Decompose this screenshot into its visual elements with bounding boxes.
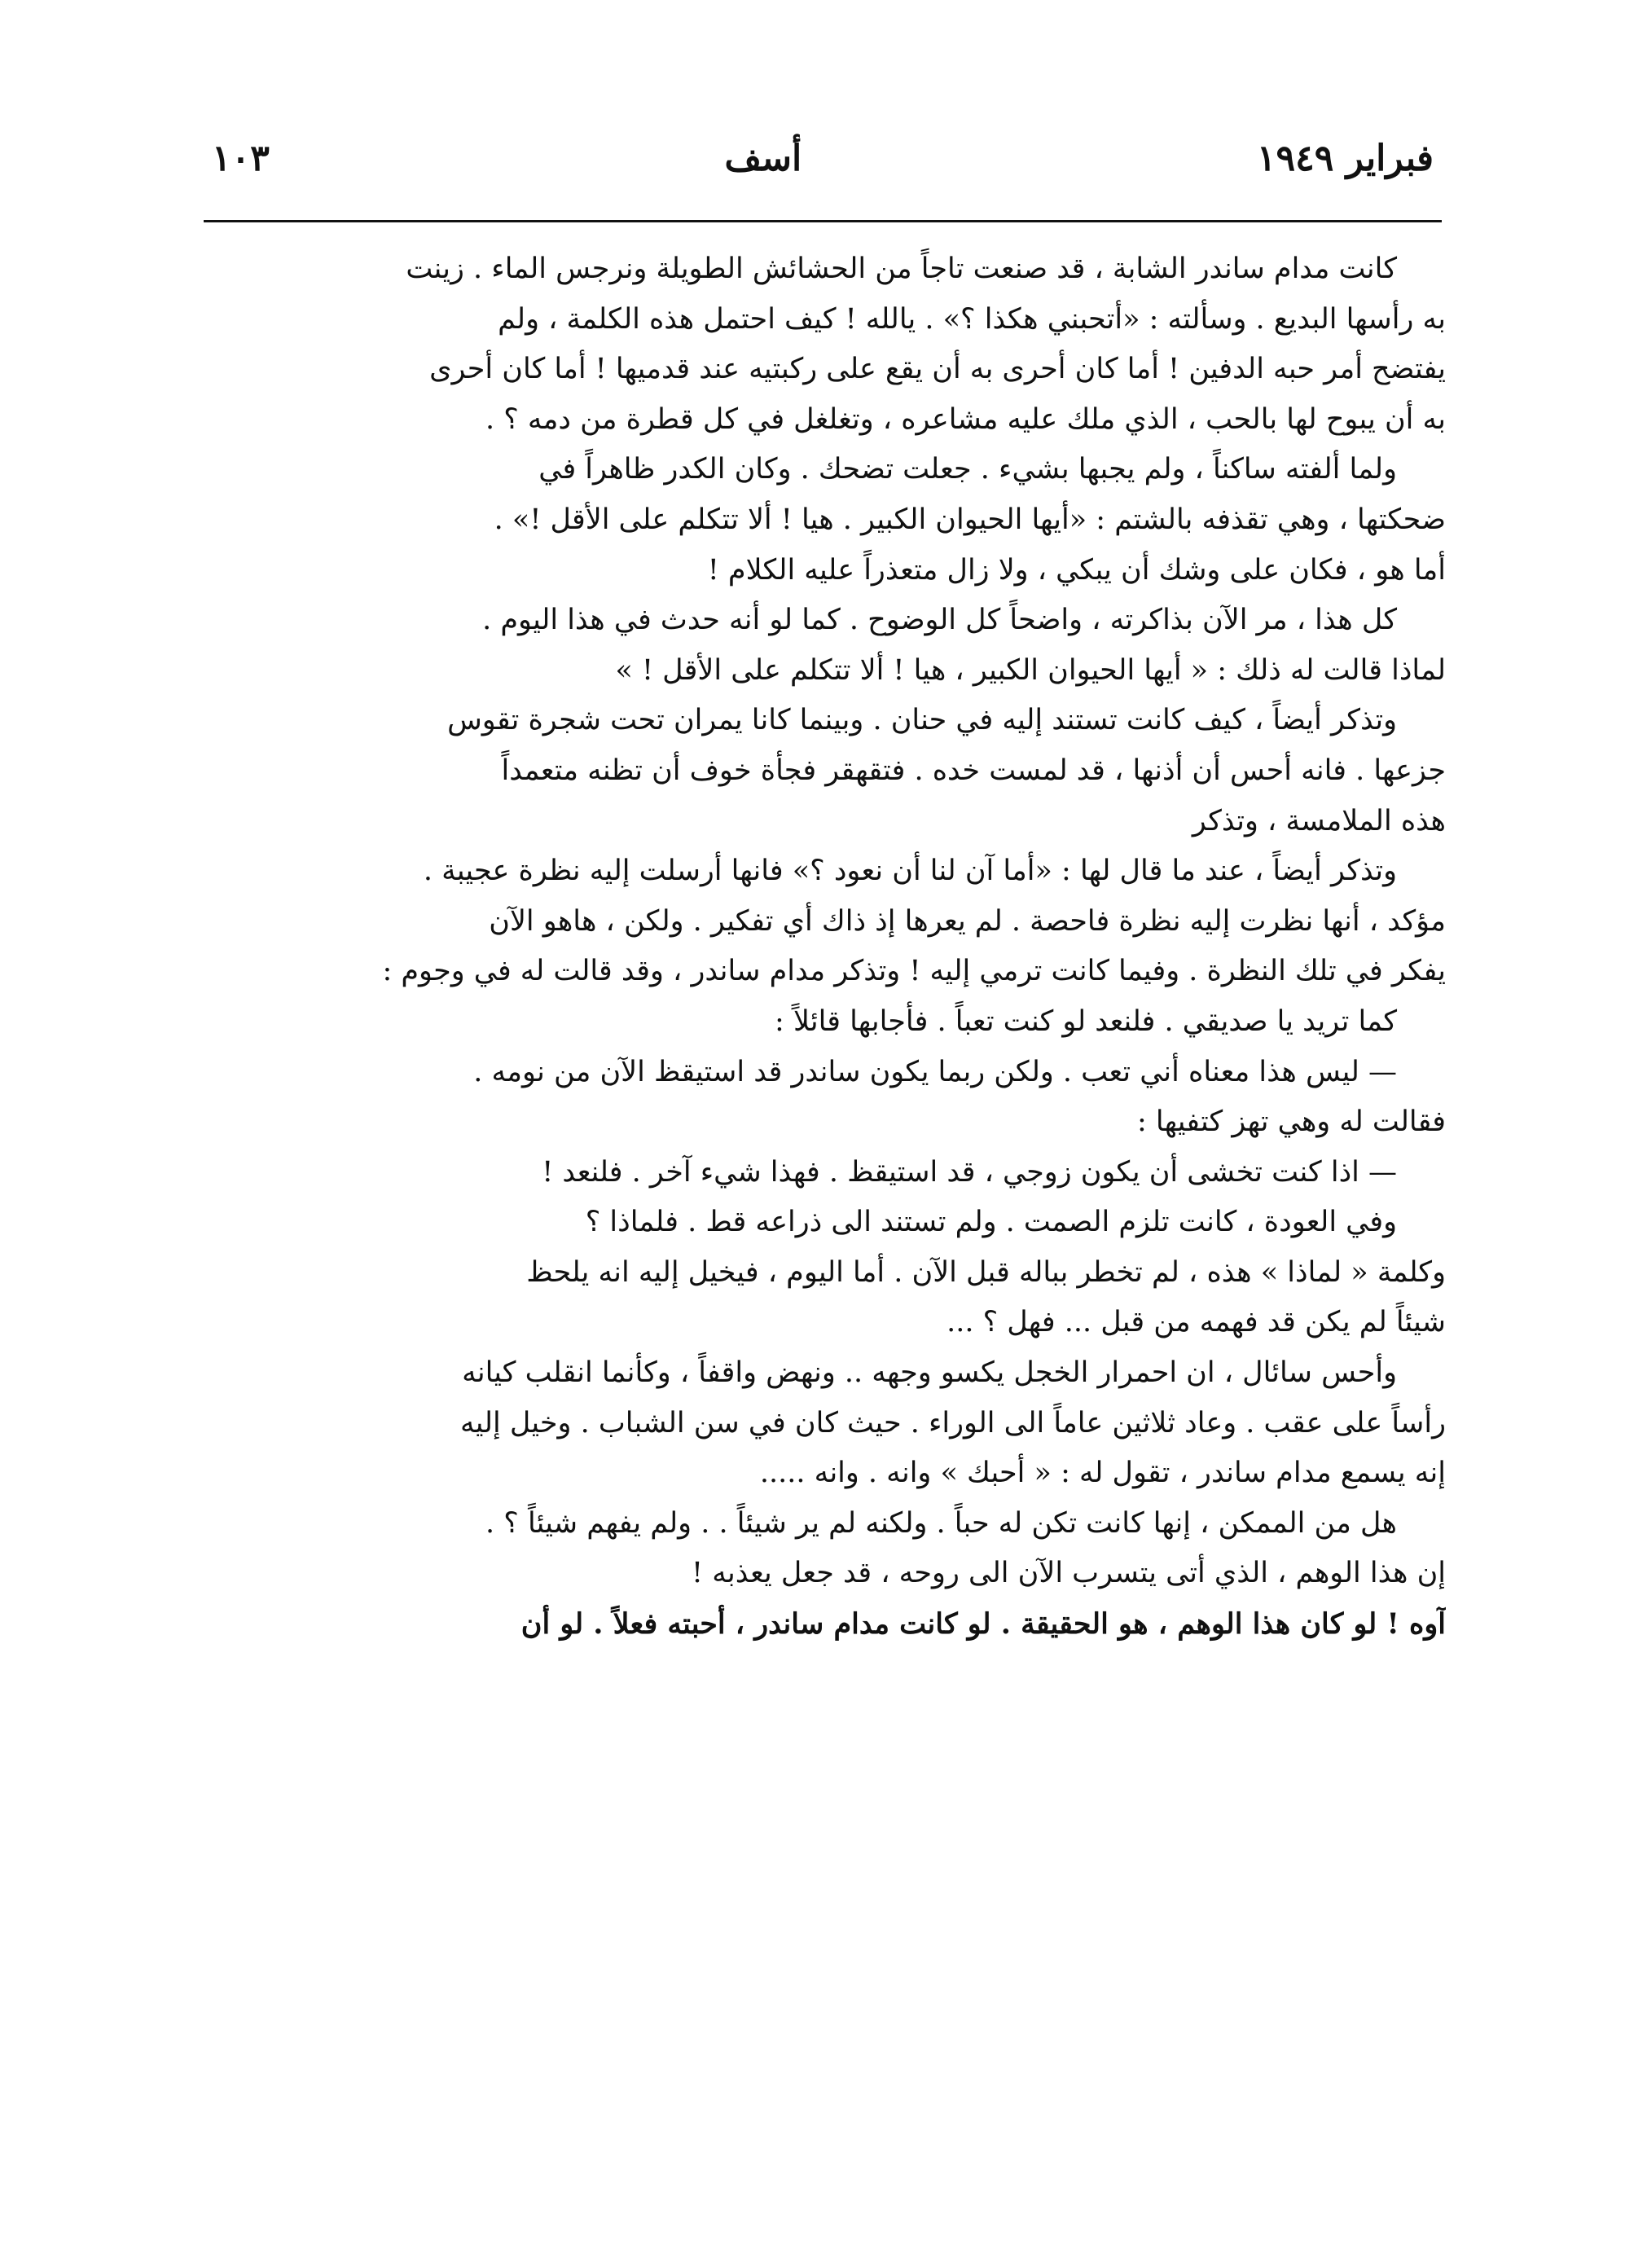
text-line: وتذكر أيضاً ، كيف كانت تستند إليه في حنان . وبينما كانا يمران تحت شجرة تقوس bbox=[447, 704, 1397, 737]
text-line: لماذا قالت له ذلك : « أيها الحيوان الكبير ، هيا ! ألا تتكلم على الأقل ! » bbox=[615, 653, 1446, 687]
body-text bbox=[200, 244, 1446, 1650]
header-divider bbox=[204, 220, 1442, 222]
text-line: كل هذا ، مر الآن بذاكرته ، واضحاً كل الوضوح . كما لو أنه حدث في هذا اليوم . bbox=[482, 604, 1397, 637]
page-header bbox=[212, 122, 1434, 196]
text-line: — ليس هذا معناه أني تعب . ولكن ربما يكون ساندر قد استيقظ الآن من نومه . bbox=[473, 1055, 1397, 1088]
text-line: وفي العودة ، كانت تلزم الصمت . ولم تستند الى ذراعه قط . فلماذا ؟ bbox=[585, 1206, 1397, 1239]
text-line: — اذا كنت تخشى أن يكون زوجي ، قد استيقظ . فهذا شيء آخر . فلنعد ! bbox=[542, 1155, 1397, 1189]
header-date: فبراير ١٩٤٩ bbox=[1256, 138, 1434, 179]
text-line: به أن يبوح لها بالحب ، الذي ملك عليه مشاعره ، وتغلغل في كل قطرة من دمه ؟ . bbox=[485, 402, 1446, 436]
text-line: آوه ! لو كان هذا الوهم ، هو الحقيقة . لو كانت مدام ساندر ، أحبته فعلاً . لو أن bbox=[520, 1607, 1446, 1642]
text-line: ضحكتها ، وهي تقذفه بالشتم : «أيها الحيوان الكبير . هيا ! ألا تتكلم على الأقل !» . bbox=[494, 503, 1446, 536]
text-line: به رأسها البديع . وسألته : «أتحبني هكذا ؟» . يالله ! كيف احتمل هذه الكلمة ، ولم bbox=[498, 302, 1446, 336]
text-line: مؤكد ، أنها نظرت إليه نظرة فاحصة . لم يعرها إذ ذاك أي تفكير . ولكن ، هاهو الآن bbox=[489, 904, 1446, 938]
text-line: يفتضح أمر حبه الدفين ! أما كان أحرى به أن يقع على ركبتيه عند قدميها ! أما كان أحرى bbox=[429, 353, 1446, 386]
text-line: أما هو ، فكان على وشك أن يبكي ، ولا زال متعذراً عليه الكلام ! bbox=[707, 553, 1446, 587]
text-line: يفكر في تلك النظرة . وفيما كانت ترمي إليه ! وتذكر مدام ساندر ، وقد قالت له في وجوم : bbox=[382, 955, 1446, 988]
text-line: إنه يسمع مدام ساندر ، تقول له : « أحبك » وانه . وانه ..... bbox=[759, 1457, 1446, 1490]
text-line: كما تريد يا صديقي . فلنعد لو كنت تعباً . فأجابها قائلاً : bbox=[775, 1004, 1397, 1038]
text-line: جزعها . فانه أحس أن أذنها ، قد لمست خده . فتقهقر فجأة خوف أن تظنه متعمداً bbox=[501, 754, 1446, 787]
header-page-number: ١٠٣ bbox=[212, 138, 270, 179]
text-line: ولما ألفته ساكناً ، ولم يجبها بشيء . جعلت تضحك . وكان الكدر ظاهراً في bbox=[538, 453, 1397, 486]
text-line: هذه الملامسة ، وتذكر bbox=[1192, 804, 1446, 837]
text-line: فقالت له وهي تهز كتفيها : bbox=[1137, 1105, 1446, 1139]
text-line: وأحس سائال ، ان احمرار الخجل يكسو وجهه .. ونهض واقفاً ، وكأنما انقلب كيانه bbox=[462, 1356, 1397, 1390]
text-line: وتذكر أيضاً ، عند ما قال لها : «أما آن لنا أن نعود ؟» فانها أرسلت إليه نظرة عجيبة . bbox=[423, 855, 1397, 888]
text-line: كانت مدام ساندر الشابة ، قد صنعت تاجاً من الحشائش الطويلة ونرجس الماء . زينت bbox=[406, 253, 1397, 285]
header-title: أسف bbox=[724, 138, 802, 179]
text-line: هل من الممكن ، إنها كانت تكن له حباً . ولكنه لم ير شيئاً . . ولم يفهم شيئاً ؟ . bbox=[485, 1506, 1397, 1540]
text-line: رأساً على عقب . وعاد ثلاثين عاماً الى الوراء . حيث كان في سن الشباب . وخيل إليه bbox=[460, 1406, 1446, 1439]
text-line: شيئاً لم يكن قد فهمه من قبل ... فهل ؟ ... bbox=[946, 1306, 1446, 1339]
text-line: إن هذا الوهم ، الذي أتى يتسرب الآن الى روحه ، قد جعل يعذبه ! bbox=[692, 1557, 1446, 1590]
text-line: وكلمة « لماذا » هذه ، لم تخطر بباله قبل الآن . أما اليوم ، فيخيل إليه انه يلحظ bbox=[526, 1255, 1446, 1289]
